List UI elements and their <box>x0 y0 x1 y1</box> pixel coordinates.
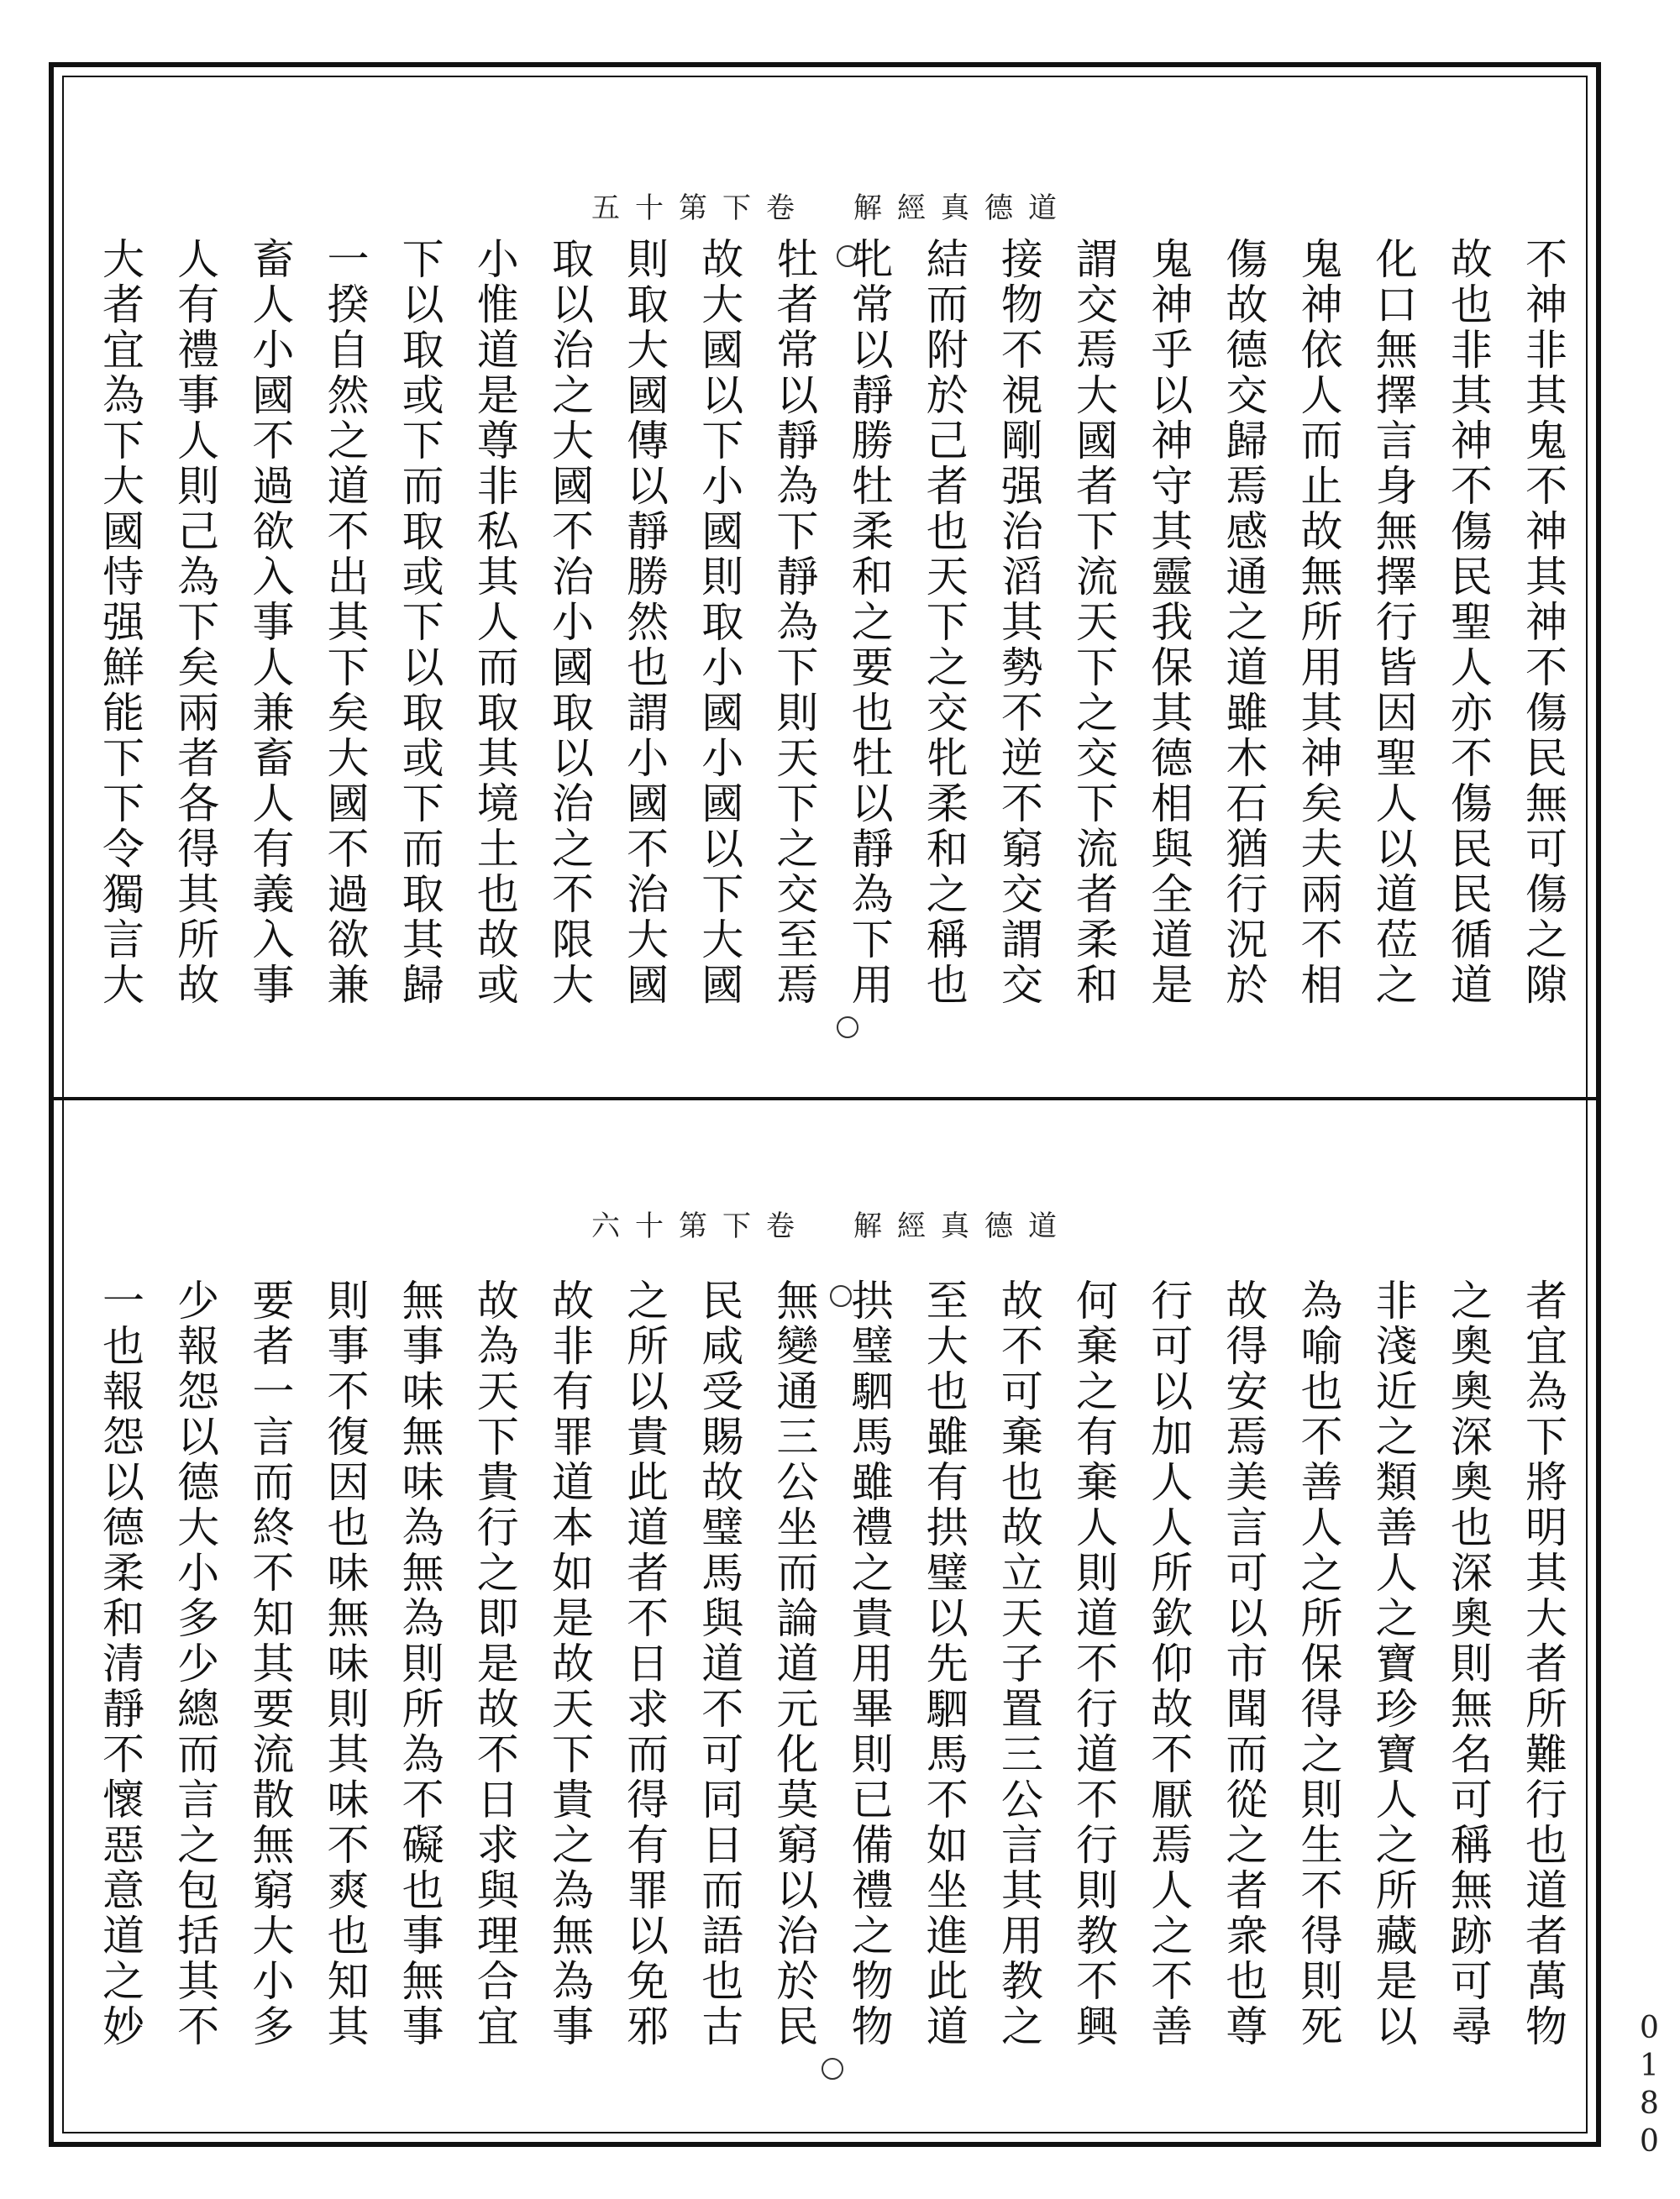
text-column: 之所以貴此道者不日求而得有罪以免邪 <box>620 1278 669 2049</box>
text-column: 非淺近之類善人之寶珍寶人之所藏是以 <box>1368 1278 1418 2049</box>
text-column: 傷故德交歸焉感通之道雖木石猶行況於 <box>1219 237 1268 1008</box>
text-column: 畜人小國不過欲入事人兼畜人有義入事 <box>245 237 295 1008</box>
text-column: 則事不復因也味無味則其味不爽也知其 <box>320 1278 370 2049</box>
text-column: 之奧奧深奧也深奧則無名可稱無跡可尋 <box>1443 1278 1493 2049</box>
text-column: 大者宜為下大國恃强鮮能下下令獨言大 <box>96 237 144 1008</box>
text-column: 則取大國傳以靜勝然也謂小國不治大國 <box>620 237 669 1008</box>
text-column: 小惟道是尊非私其人而取其境土也故或 <box>470 237 519 1008</box>
text-column: 接物不視剛强治滔其勢不逆不窮交謂交 <box>994 237 1043 1008</box>
text-column: 結而附於己者也天下之交牝柔和之稱也 <box>919 237 969 1008</box>
circle-mark <box>837 1016 858 1038</box>
text-column: 謂交焉大國者下流天下之交下流者柔和 <box>1069 237 1119 1008</box>
bottom-panel-header: 道德真經解 卷下第十六 <box>591 1210 1072 1243</box>
circle-mark <box>822 2058 843 2080</box>
text-column: 鬼神乎以神守其靈我保其德相與全道是 <box>1144 237 1194 1008</box>
page-number: 0180 <box>1632 2011 1667 2162</box>
text-column: 何棄之有棄人則道不行道不行則教不興 <box>1069 1278 1119 2049</box>
top-panel <box>84 168 1579 1075</box>
text-column: 故為天下貴行之即是故不日求與理合宜 <box>470 1278 519 2049</box>
text-column: 牝常以靜勝牡柔和之要也牡以靜為下用 <box>844 237 894 1008</box>
text-column: 一揆自然之道不出其下矣大國不過欲兼 <box>320 237 370 1008</box>
text-column: 牡者常以靜為下靜為下則天下之交至焉 <box>769 237 819 1008</box>
text-column: 拱璧駟馬雖禮之貴用畢則已備禮之物物 <box>844 1278 894 2049</box>
top-panel-columns <box>84 237 1579 1077</box>
text-column: 要者一言而終不知其要流散無窮大小多 <box>245 1278 295 2049</box>
circle-mark <box>837 245 858 267</box>
text-column: 鬼神依人而止故無所用其神矣夫兩不相 <box>1294 237 1343 1008</box>
text-column: 化口無擇言身無擇行皆因聖人以道莅之 <box>1368 237 1418 1008</box>
text-column: 取以治之大國不治小國取以治之不限大 <box>544 237 594 1008</box>
text-column: 行可以加人人所欽仰故不厭焉人之不善 <box>1144 1278 1194 2049</box>
text-column: 者宜為下將明其大者所難行也道者萬物 <box>1518 1278 1567 2049</box>
text-column: 故非有罪道本如是故天下貴之為無為事 <box>544 1278 594 2049</box>
bottom-panel-columns <box>84 1278 1579 2118</box>
panel-divider <box>49 1097 1601 1100</box>
text-column: 故得安焉美言可以市聞而從之者衆也尊 <box>1219 1278 1268 2049</box>
text-column: 故也非其神不傷民聖人亦不傷民民循道 <box>1443 237 1493 1008</box>
text-column: 無事味無味為無為則所為不礙也事無事 <box>395 1278 444 2049</box>
text-column: 為喻也不善人之所保得之則生不得則死 <box>1294 1278 1343 2049</box>
text-column: 無變通三公坐而論道元化莫窮以治於民 <box>769 1278 819 2049</box>
text-column: 民咸受賜故璧馬與道不可同日而語也古 <box>695 1278 744 2049</box>
text-column: 一也報怨以德柔和清靜不懷惡意道之妙 <box>96 1278 144 2049</box>
text-column: 至大也雖有拱璧以先駟馬不如坐進此道 <box>919 1278 969 2049</box>
circle-mark <box>830 1285 852 1307</box>
text-column: 不神非其鬼不神其神不傷民無可傷之隙 <box>1518 237 1567 1008</box>
text-column: 人有禮事人則己為下矣兩者各得其所故 <box>171 237 220 1008</box>
text-column: 故不可棄也故立天子置三公言其用教之 <box>994 1278 1043 2049</box>
bottom-panel <box>84 1210 1579 2117</box>
top-panel-header: 道德真經解 卷下第十五 <box>591 192 1072 225</box>
text-column: 少報怨以德大小多少總而言之包括其不 <box>171 1278 220 2049</box>
text-column: 故大國以下小國則取小國小國以下大國 <box>695 237 744 1008</box>
text-column: 下以取或下而取或下以取或下而取其歸 <box>395 237 444 1008</box>
